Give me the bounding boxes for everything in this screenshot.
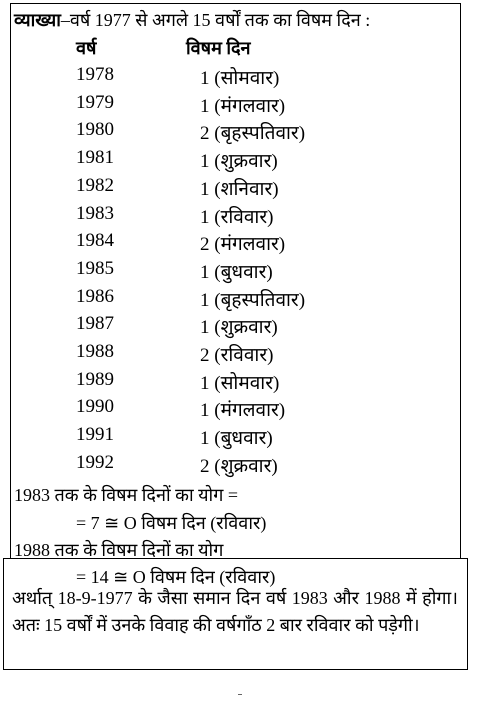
sum-1988-value: = 14 ≅ O विषम दिन (रविवार) [76,567,276,587]
sum-1988-label: 1988 तक के विषम दिनों का योग [14,540,224,560]
year-cell: 1987 [76,313,114,335]
year-cell: 1985 [76,257,114,279]
year-cell: 1984 [76,230,114,252]
year-cell: 1988 [76,341,114,362]
odd-days-cell: 1 (शुक्रवार) [200,151,278,173]
odd-days-cell: 2 (शुक्रवार) [200,455,278,477]
sum-1983-label: 1983 तक के विषम दिनों का योग = [14,485,238,505]
page-mark [238,694,242,695]
year-cell: 1981 [76,147,114,169]
year-cell: 1986 [76,285,114,307]
odd-days-cell: 1 (सोमवार) [200,68,280,89]
heading-bold-label: व्याख्या [14,10,61,30]
odd-days-cell: 2 (बृहस्पतिवार) [200,123,306,145]
odd-days-cell: 1 (बुधवार) [200,428,273,450]
conclusion-paragraph: अर्थात् 18-9-1977 के जैसा समान दिन वर्ष 1983 और 1988 में होगा। अतः 15 वर्षों में उनके विवाह की वर्षगाँठ 2 बार रविवार को पड़ेगी। [12,588,458,635]
heading-text: –वर्ष 1977 से अगले 15 वर्षों तक का विषम दिन : [60,10,371,30]
odd-days-cell: 1 (मंगलवार) [200,400,286,422]
odd-days-cell: 2 (रविवार) [200,345,274,366]
sum-1983-value: = 7 ≅ O विषम दिन (रविवार) [76,513,267,533]
column-header-odd-days: विषम दिन [186,38,251,58]
odd-days-cell: 1 (शुक्रवार) [200,317,278,339]
odd-days-cell: 1 (शनिवार) [200,178,279,200]
year-cell: 1982 [76,174,114,196]
odd-days-cell: 1 (बुधवार) [200,261,273,283]
odd-days-cell: 1 (रविवार) [200,206,274,228]
year-cell: 1978 [76,64,114,85]
odd-days-cell: 1 (मंगलवार) [200,95,286,117]
year-cell: 1990 [76,396,114,418]
year-cell: 1989 [76,368,114,390]
year-cell: 1979 [76,91,114,113]
year-cell: 1980 [76,119,114,141]
column-header-year: वर्ष [76,38,97,58]
year-cell: 1991 [76,424,114,446]
odd-days-cell: 2 (मंगलवार) [200,234,286,256]
odd-days-cell: 1 (सोमवार) [200,372,280,394]
year-cell: 1992 [76,451,114,473]
explanation-heading [14,8,370,32]
year-cell: 1983 [76,202,114,224]
odd-days-cell: 1 (बृहस्पतिवार) [200,289,306,311]
